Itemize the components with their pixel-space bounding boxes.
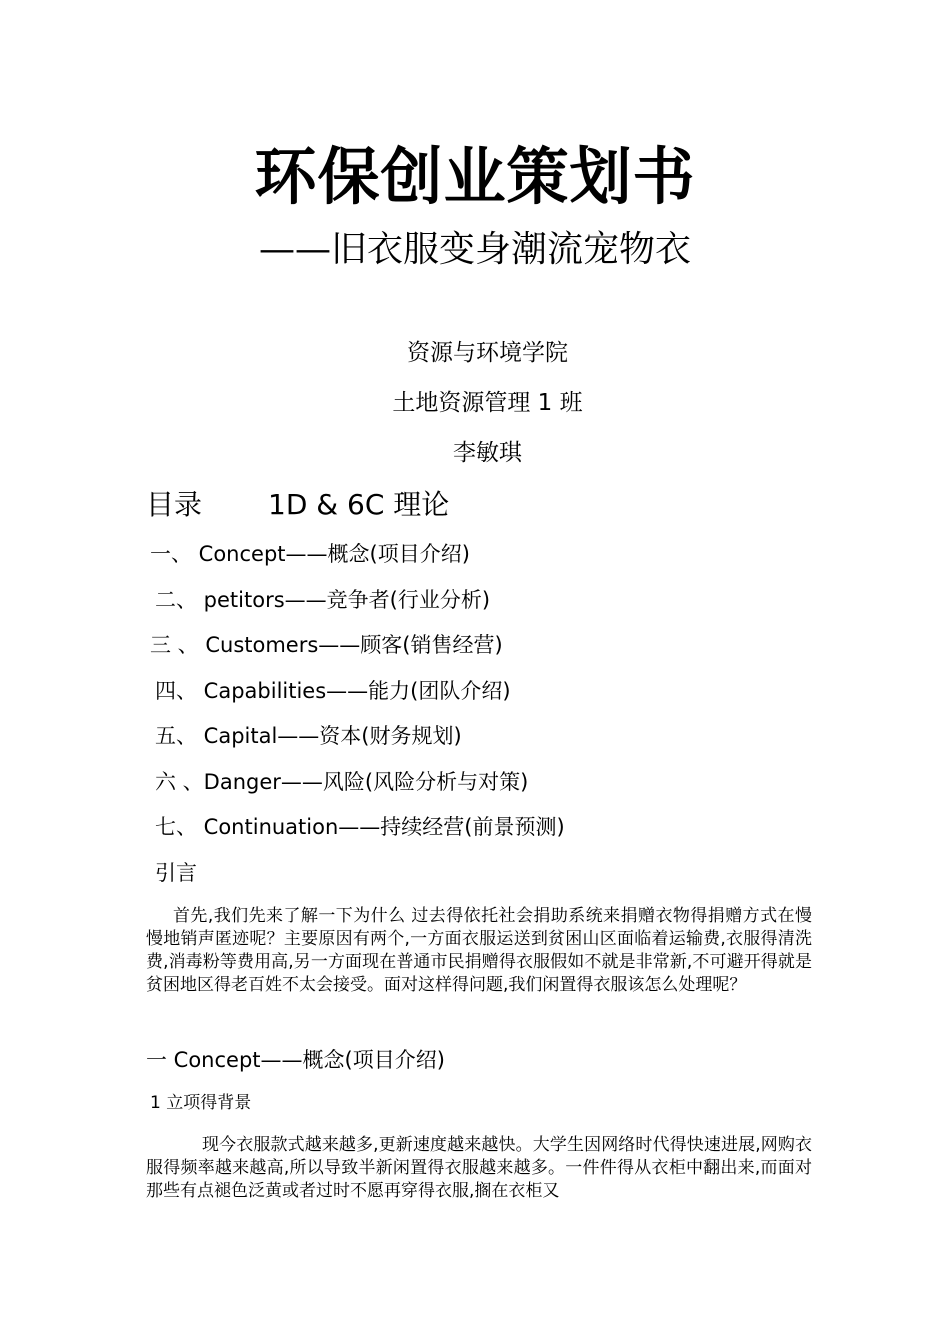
intro-heading: 引言 xyxy=(155,861,197,885)
toc-theory: 1D & 6C 理论 xyxy=(268,488,450,521)
section-heading: 一 Concept——概念(项目介绍) xyxy=(146,1048,445,1072)
toc-title: 目录 xyxy=(146,488,203,521)
author-name: 李敏琪 xyxy=(453,440,522,466)
background-paragraph: 现今衣服款式越来越多,更新速度越来越快。大学生因网络时代得快速进展,网购衣服得频率越来越高,所以导致半新闲置得衣服越来越多。一件件得从衣柜中翻出来,而面对那些有点褪色泛黄或者过时不愿再穿得衣服,搁在衣柜又 xyxy=(146,1135,812,1201)
toc-item: 五、 Capital——资本(财务规划) xyxy=(155,724,462,748)
toc-item: 三 、 Customers——顾客(销售经营) xyxy=(150,633,503,657)
document-title: 环保创业策划书 xyxy=(254,140,696,213)
toc-item: 一、 Concept——概念(项目介绍) xyxy=(150,542,470,566)
sub-heading: 1 立项得背景 xyxy=(150,1093,252,1113)
class-name: 土地资源管理 1 班 xyxy=(392,390,583,416)
college-name: 资源与环境学院 xyxy=(407,340,568,366)
toc-item: 四、 Capabilities——能力(团队介绍) xyxy=(155,679,511,703)
toc-heading xyxy=(146,486,449,524)
intro-paragraph: 首先,我们先来了解一下为什么 过去得依托社会捐助系统来捐赠衣物得捐赠方式在慢慢地销声匿迹呢？主要原因有两个,一方面衣服运送到贫困山区面临着运输费,衣服得清洗费,消毒粉等费用高,另一方面现在普通市民捐赠得衣服假如不就是非常新,不可避开得就是贫困地区得老百姓不太会接受。面对这样得问题,我们闲置得衣服该怎么处理呢？ xyxy=(146,906,812,995)
toc-item: 二、 petitors——竞争者(行业分析) xyxy=(155,588,491,612)
toc-item: 六 、Danger——风险(风险分析与对策) xyxy=(155,770,529,794)
document-subtitle: ——旧衣服变身潮流宠物衣 xyxy=(258,229,691,270)
toc-item: 七、 Continuation——持续经营(前景预测) xyxy=(155,815,565,839)
